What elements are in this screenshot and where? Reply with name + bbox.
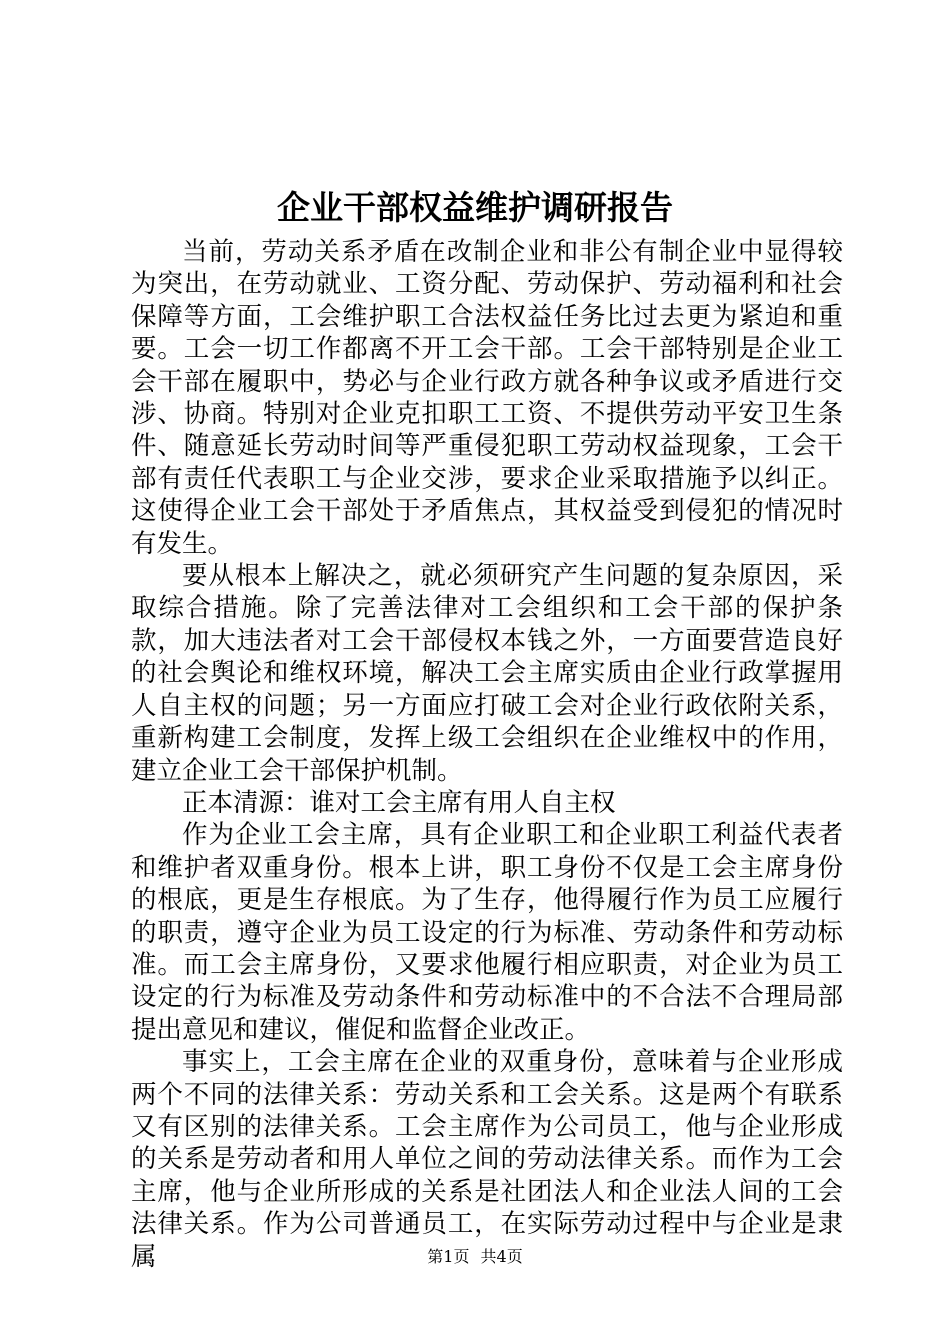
paragraph-4: 事实上，工会主席在企业的双重身份，意味着与企业形成两个不同的法律关系：劳动关系和工会关系。这是两个有联系又有区别的法律关系。工会主席作为公司员工，他与企业形成的关系是劳动者和用人单位之间的劳动法律关系。而作为工会主席，他与企业所形成的关系是社团法人和企业法人间的工会法律关系。作为公司普通员工，在实际劳动过程中与企业是隶属 xyxy=(131,1047,843,1272)
section-heading: 正本清源：谁对工会主席有用人自主权 xyxy=(182,787,616,818)
paragraph-3: 作为企业工会主席，具有企业职工和企业职工利益代表者和维护者双重身份。根本上讲，职工身份不仅是工会主席身份的根底，更是生存根底。为了生存，他得履行作为员工应履行的职责，遵守企业为员工设定的行为标准、劳动条件和劳动标准。而工会主席身份，又要求他履行相应职责，对企业为员工设定的行为标准及劳动条件和劳动标准中的不合法不合理局部提出意见和建议，催促和监督企业改正。 xyxy=(131,820,843,1045)
document-body xyxy=(131,236,843,1273)
page-number-total: 共4页 xyxy=(480,1247,523,1266)
document-title: 企业干部权益维护调研报告 xyxy=(277,188,673,227)
paragraph-1: 当前，劳动关系矛盾在改制企业和非公有制企业中显得较为突出，在劳动就业、工资分配、劳动保护、劳动福利和社会保障等方面，工会维护职工合法权益任务比过去更为紧迫和重要。工会一切工作都离不开工会干部。工会干部特别是企业工会干部在履职中，势必与企业行政方就各种争议或矛盾进行交涉、协商。特别对企业克扣职工工资、不提供劳动平安卫生条件、随意延长劳动时间等严重侵犯职工劳动权益现象，工会干部有责任代表职工与企业交涉，要求企业采取措施予以纠正。这使得企业工会干部处于矛盾焦点，其权益受到侵犯的情况时有发生。 xyxy=(131,237,843,559)
page-footer xyxy=(0,1246,950,1268)
paragraph-2: 要从根本上解决之，就必须研究产生问题的复杂原因，采取综合措施。除了完善法律对工会组织和工会干部的保护条款，加大违法者对工会干部侵权本钱之外，一方面要营造良好的社会舆论和维权环境，解决工会主席实质由企业行政掌握用人自主权的问题；另一方面应打破工会对企业行政依附关系，重新构建工会制度，发挥上级工会组织在企业维权中的作用，建立企业工会干部保护机制。 xyxy=(131,561,843,786)
page-number-current: 第1页 xyxy=(427,1247,470,1266)
